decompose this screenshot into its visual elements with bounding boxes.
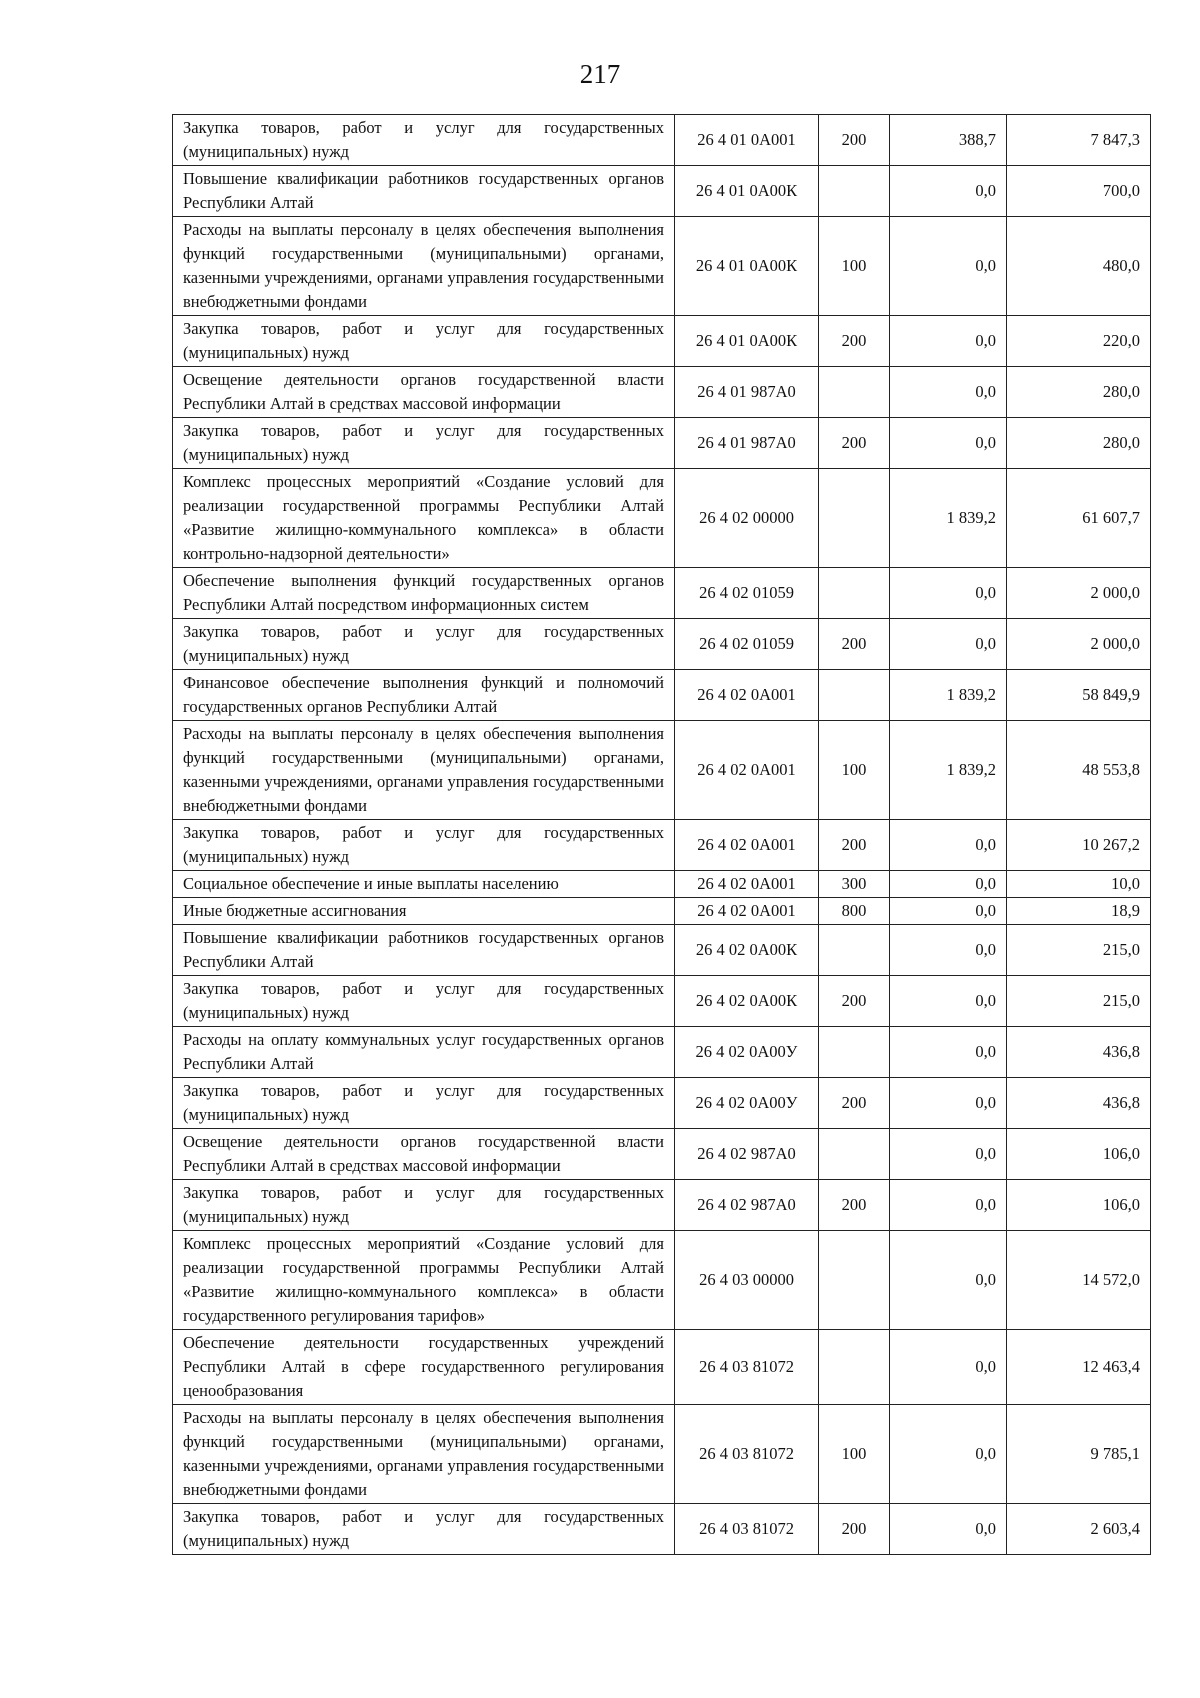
expense-type-cell: 200	[819, 619, 890, 670]
expense-name-cell: Повышение квалификации работников государственных органов Республики Алтай	[173, 166, 675, 217]
expense-name-cell: Повышение квалификации работников государственных органов Республики Алтай	[173, 925, 675, 976]
amount-2-cell: 2 603,4	[1007, 1504, 1151, 1555]
table-row	[173, 166, 1151, 217]
target-code-cell: 26 4 02 0А001	[675, 670, 819, 721]
target-code-cell: 26 4 02 0А00У	[675, 1078, 819, 1129]
expense-type-cell: 200	[819, 115, 890, 166]
target-code-cell: 26 4 02 0А001	[675, 820, 819, 871]
amount-1-cell: 0,0	[890, 898, 1007, 925]
expense-type-cell: 300	[819, 871, 890, 898]
expense-name-cell: Расходы на выплаты персоналу в целях обеспечения выполнения функций государственными (муниципальными) органами, казенными учреждениями, органами управления государственными внебюджетными фондами	[173, 217, 675, 316]
target-code-cell: 26 4 03 81072	[675, 1405, 819, 1504]
expense-type-cell: 200	[819, 976, 890, 1027]
table-row	[173, 1027, 1151, 1078]
table-row	[173, 1078, 1151, 1129]
expense-type-cell	[819, 568, 890, 619]
table-row	[173, 670, 1151, 721]
expense-type-cell	[819, 1129, 890, 1180]
budget-table	[172, 114, 1151, 1555]
table-row	[173, 871, 1151, 898]
table-row	[173, 1504, 1151, 1555]
expense-name-cell: Закупка товаров, работ и услуг для государственных (муниципальных) нужд	[173, 1078, 675, 1129]
target-code-cell: 26 4 02 00000	[675, 469, 819, 568]
expense-name-cell: Закупка товаров, работ и услуг для государственных (муниципальных) нужд	[173, 115, 675, 166]
table-row	[173, 316, 1151, 367]
table-row	[173, 721, 1151, 820]
table-row	[173, 898, 1151, 925]
amount-1-cell: 0,0	[890, 871, 1007, 898]
expense-type-cell	[819, 670, 890, 721]
amount-2-cell: 48 553,8	[1007, 721, 1151, 820]
target-code-cell: 26 4 02 0А001	[675, 898, 819, 925]
target-code-cell: 26 4 03 81072	[675, 1330, 819, 1405]
expense-type-cell	[819, 1231, 890, 1330]
expense-name-cell: Обеспечение деятельности государственных учреждений Республики Алтай в сфере государственного регулирования ценообразования	[173, 1330, 675, 1405]
amount-1-cell: 0,0	[890, 367, 1007, 418]
amount-2-cell: 215,0	[1007, 925, 1151, 976]
amount-1-cell: 0,0	[890, 820, 1007, 871]
amount-2-cell: 436,8	[1007, 1027, 1151, 1078]
expense-name-cell: Закупка товаров, работ и услуг для государственных (муниципальных) нужд	[173, 619, 675, 670]
amount-1-cell: 0,0	[890, 1078, 1007, 1129]
target-code-cell: 26 4 02 01059	[675, 568, 819, 619]
amount-1-cell: 0,0	[890, 1129, 1007, 1180]
table-row	[173, 1405, 1151, 1504]
target-code-cell: 26 4 01 0А00К	[675, 316, 819, 367]
target-code-cell: 26 4 01 0А00К	[675, 217, 819, 316]
amount-2-cell: 10,0	[1007, 871, 1151, 898]
expense-name-cell: Комплекс процессных мероприятий «Создание условий для реализации государственной программы Республики Алтай «Развитие жилищно-коммунального комплекса» в области государственного регулирования тарифов»	[173, 1231, 675, 1330]
amount-1-cell: 0,0	[890, 1027, 1007, 1078]
amount-2-cell: 2 000,0	[1007, 619, 1151, 670]
expense-type-cell	[819, 1330, 890, 1405]
expense-name-cell: Финансовое обеспечение выполнения функций и полномочий государственных органов Республики Алтай	[173, 670, 675, 721]
expense-type-cell	[819, 166, 890, 217]
expense-type-cell	[819, 367, 890, 418]
expense-type-cell: 200	[819, 1078, 890, 1129]
target-code-cell: 26 4 01 0А001	[675, 115, 819, 166]
expense-name-cell: Закупка товаров, работ и услуг для государственных (муниципальных) нужд	[173, 1180, 675, 1231]
amount-2-cell: 700,0	[1007, 166, 1151, 217]
target-code-cell: 26 4 01 0А00К	[675, 166, 819, 217]
target-code-cell: 26 4 01 987А0	[675, 418, 819, 469]
expense-type-cell	[819, 469, 890, 568]
amount-2-cell: 106,0	[1007, 1129, 1151, 1180]
expense-type-cell: 100	[819, 1405, 890, 1504]
target-code-cell: 26 4 02 0А00К	[675, 976, 819, 1027]
amount-1-cell: 0,0	[890, 619, 1007, 670]
table-row	[173, 976, 1151, 1027]
amount-2-cell: 10 267,2	[1007, 820, 1151, 871]
amount-1-cell: 0,0	[890, 1330, 1007, 1405]
target-code-cell: 26 4 02 0А001	[675, 871, 819, 898]
target-code-cell: 26 4 02 0А00У	[675, 1027, 819, 1078]
expense-name-cell: Освещение деятельности органов государственной власти Республики Алтай в средствах массовой информации	[173, 367, 675, 418]
amount-2-cell: 12 463,4	[1007, 1330, 1151, 1405]
expense-name-cell: Закупка товаров, работ и услуг для государственных (муниципальных) нужд	[173, 418, 675, 469]
expense-type-cell: 200	[819, 1180, 890, 1231]
amount-1-cell: 1 839,2	[890, 670, 1007, 721]
table-row	[173, 217, 1151, 316]
target-code-cell: 26 4 03 00000	[675, 1231, 819, 1330]
table-row	[173, 1129, 1151, 1180]
amount-2-cell: 14 572,0	[1007, 1231, 1151, 1330]
table-row	[173, 469, 1151, 568]
expense-name-cell: Расходы на оплату коммунальных услуг государственных органов Республики Алтай	[173, 1027, 675, 1078]
target-code-cell: 26 4 02 0А001	[675, 721, 819, 820]
target-code-cell: 26 4 02 01059	[675, 619, 819, 670]
expense-type-cell: 100	[819, 217, 890, 316]
amount-1-cell: 0,0	[890, 976, 1007, 1027]
amount-1-cell: 0,0	[890, 166, 1007, 217]
expense-name-cell: Закупка товаров, работ и услуг для государственных (муниципальных) нужд	[173, 976, 675, 1027]
amount-2-cell: 2 000,0	[1007, 568, 1151, 619]
expense-type-cell: 100	[819, 721, 890, 820]
amount-1-cell: 0,0	[890, 568, 1007, 619]
amount-1-cell: 0,0	[890, 1405, 1007, 1504]
expense-name-cell: Иные бюджетные ассигнования	[173, 898, 675, 925]
target-code-cell: 26 4 02 987А0	[675, 1129, 819, 1180]
amount-2-cell: 7 847,3	[1007, 115, 1151, 166]
amount-1-cell: 0,0	[890, 1231, 1007, 1330]
expense-name-cell: Закупка товаров, работ и услуг для государственных (муниципальных) нужд	[173, 1504, 675, 1555]
amount-2-cell: 58 849,9	[1007, 670, 1151, 721]
target-code-cell: 26 4 03 81072	[675, 1504, 819, 1555]
expense-type-cell: 200	[819, 820, 890, 871]
expense-type-cell	[819, 1027, 890, 1078]
expense-name-cell: Расходы на выплаты персоналу в целях обеспечения выполнения функций государственными (муниципальными) органами, казенными учреждениями, органами управления государственными внебюджетными фондами	[173, 721, 675, 820]
expense-type-cell	[819, 925, 890, 976]
table-row	[173, 115, 1151, 166]
amount-2-cell: 436,8	[1007, 1078, 1151, 1129]
target-code-cell: 26 4 01 987А0	[675, 367, 819, 418]
amount-2-cell: 106,0	[1007, 1180, 1151, 1231]
amount-1-cell: 0,0	[890, 316, 1007, 367]
expense-type-cell: 200	[819, 418, 890, 469]
expense-name-cell: Обеспечение выполнения функций государственных органов Республики Алтай посредством информационных систем	[173, 568, 675, 619]
target-code-cell: 26 4 02 987А0	[675, 1180, 819, 1231]
expense-type-cell: 200	[819, 316, 890, 367]
expense-name-cell: Закупка товаров, работ и услуг для государственных (муниципальных) нужд	[173, 316, 675, 367]
expense-name-cell: Освещение деятельности органов государственной власти Республики Алтай в средствах массовой информации	[173, 1129, 675, 1180]
amount-1-cell: 1 839,2	[890, 469, 1007, 568]
table-row	[173, 1180, 1151, 1231]
table-row	[173, 367, 1151, 418]
target-code-cell: 26 4 02 0А00К	[675, 925, 819, 976]
amount-2-cell: 61 607,7	[1007, 469, 1151, 568]
amount-1-cell: 0,0	[890, 418, 1007, 469]
table-row	[173, 1231, 1151, 1330]
amount-1-cell: 0,0	[890, 1180, 1007, 1231]
amount-1-cell: 0,0	[890, 925, 1007, 976]
expense-name-cell: Комплекс процессных мероприятий «Создание условий для реализации государственной программы Республики Алтай «Развитие жилищно-коммунального комплекса» в области контрольно-надзорной деятельности»	[173, 469, 675, 568]
amount-2-cell: 220,0	[1007, 316, 1151, 367]
amount-2-cell: 480,0	[1007, 217, 1151, 316]
amount-1-cell: 1 839,2	[890, 721, 1007, 820]
amount-2-cell: 215,0	[1007, 976, 1151, 1027]
amount-1-cell: 0,0	[890, 217, 1007, 316]
amount-2-cell: 18,9	[1007, 898, 1151, 925]
expense-type-cell: 200	[819, 1504, 890, 1555]
expense-name-cell: Закупка товаров, работ и услуг для государственных (муниципальных) нужд	[173, 820, 675, 871]
table-row	[173, 925, 1151, 976]
budget-table-body	[173, 115, 1151, 1555]
table-row	[173, 820, 1151, 871]
table-row	[173, 418, 1151, 469]
amount-2-cell: 280,0	[1007, 367, 1151, 418]
expense-type-cell: 800	[819, 898, 890, 925]
amount-1-cell: 0,0	[890, 1504, 1007, 1555]
table-row	[173, 1330, 1151, 1405]
expense-name-cell: Социальное обеспечение и иные выплаты населению	[173, 871, 675, 898]
expense-name-cell: Расходы на выплаты персоналу в целях обеспечения выполнения функций государственными (муниципальными) органами, казенными учреждениями, органами управления государственными внебюджетными фондами	[173, 1405, 675, 1504]
table-row	[173, 619, 1151, 670]
amount-1-cell: 388,7	[890, 115, 1007, 166]
amount-2-cell: 280,0	[1007, 418, 1151, 469]
amount-2-cell: 9 785,1	[1007, 1405, 1151, 1504]
page-number: 217	[579, 59, 621, 89]
table-row	[173, 568, 1151, 619]
